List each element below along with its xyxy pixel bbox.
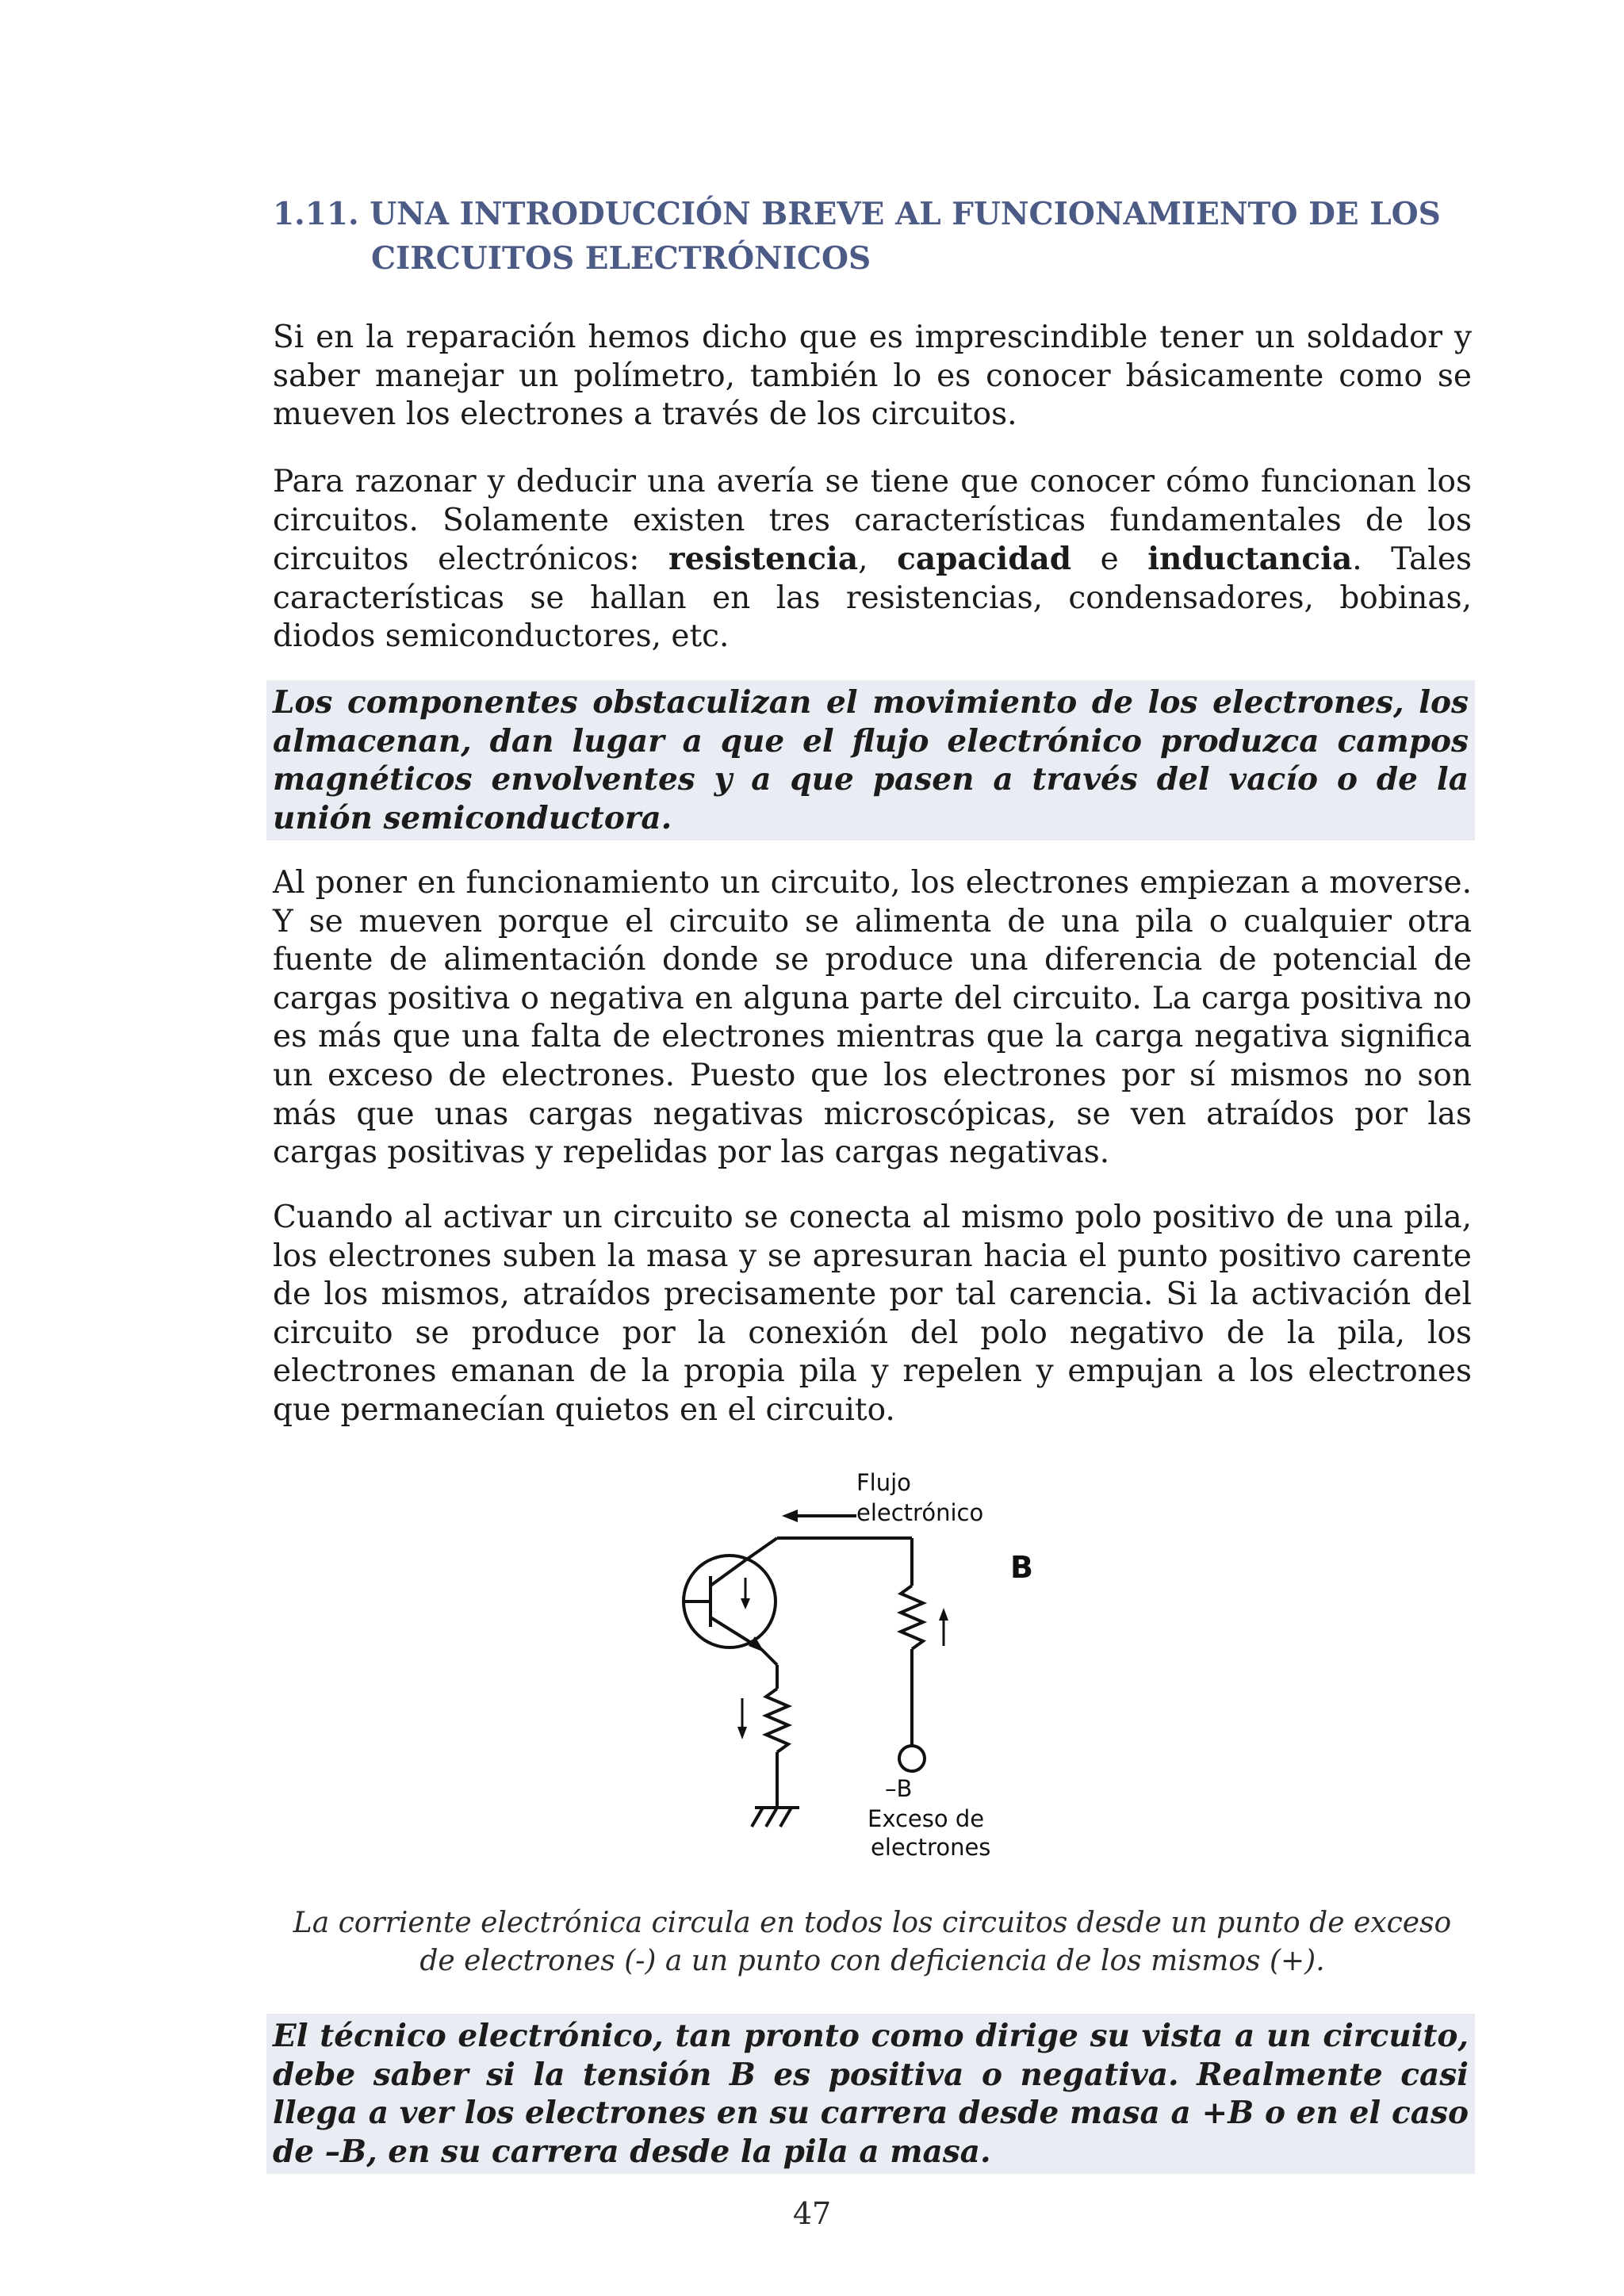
paragraph-2 (273, 463, 1472, 656)
excess-label-1: Exceso de (868, 1805, 985, 1832)
paragraph-4: Cuando al activar un circuito se conecta al mismo polo positivo de una pila, los electrones suben la masa y se apresuran hacia el punto positivo carente de los mismos, atraídos precisamente por tal carencia. Si la activación del circuito se produce por la conexión del polo negativo de la pila, los electrones emanan de la propia pila y repelen y empujan a los electrones que permanecían quietos en el circuito. (273, 1200, 1472, 1428)
page-number: 47 (792, 2196, 832, 2231)
down-arrow-icon (741, 1598, 750, 1609)
terminal-icon (899, 1746, 925, 1771)
paragraph-2-sep1: , (858, 541, 898, 578)
emitter-resistor (766, 1689, 788, 1752)
flow-label-1: Flujo (856, 1469, 911, 1496)
paragraph-3: Al poner en funcionamiento un circuito, los electrones empiezan a moverse. Y se mueven porque el circuito se alimenta de una pila o cualquier otra fuente de alimentación donde se produce una diferencia de potencial de cargas positiva o negativa en alguna parte del circuito. La carga positiva no es más que una falta de electrones mientras que la carga negativa significa un exceso de electrones. Puesto que los electrones por sí mismos no son más que unas cargas negativas microscópicas, se ven atraídos por las cargas positivas y repelidas por las cargas negativas. (273, 865, 1472, 1171)
highlight-box-2: El técnico electrónico, tan pronto como dirige su vista a un circuito, debe saber si la tensión B es positiva o negativa. Realmente casi llega a ver los electrones en su carrera desde masa a +B o en el caso de –B, en su carrera desde la pila a masa. (266, 2014, 1475, 2174)
paragraph-2-outro: . Tales características se hallan en las resistencias, condensadores, bobinas, diodos semiconductores, etc. (273, 541, 1472, 655)
paragraph-1: Si en la reparación hemos dicho que es imprescindible tener un soldador y saber manejar un polímetro, también lo es conocer básicamente como se mueven los electrones a través de los circuitos. (273, 320, 1472, 433)
term-resistencia: resistencia (668, 541, 859, 578)
flow-arrow-icon (782, 1510, 798, 1522)
b-label: B (1010, 1550, 1033, 1585)
term-capacidad: capacidad (897, 541, 1072, 578)
left-down-arrow-icon (737, 1727, 747, 1739)
term-inductancia: inductancia (1147, 541, 1353, 578)
minus-b-label: –B (885, 1775, 913, 1802)
figure-caption: La corriente electrónica circula en todos los circuitos desde un punto de exceso de electrones (-) a un punto con deficiencia de los mismos (+). (293, 1907, 1452, 1977)
paragraph-2-intro: Para razonar y deducir una avería se tiene que conocer cómo funcionan los circuitos. Solamente existen tres características fundamentales de los circuitos electrónicos: (273, 464, 1472, 578)
right-resistor (901, 1586, 923, 1649)
highlight-box-1: Los componentes obstaculizan el movimiento de los electrones, los almacenan, dan lugar a que el flujo electrónico produzca campos magnéticos envolventes y a que pasen a través del vacío o de la unión semiconductora. (266, 680, 1475, 840)
excess-label-2: electrones (871, 1834, 991, 1861)
heading-line-2: CIRCUITOS ELECTRÓNICOS (371, 240, 871, 277)
flow-label-2: electrónico (856, 1499, 984, 1526)
circuit-diagram (666, 1459, 1063, 1871)
section-heading (273, 192, 1478, 281)
ground-icon (752, 1808, 799, 1827)
heading-line-1: 1.11. UNA INTRODUCCIÓN BREVE AL FUNCIONAMIENTO DE LOS (273, 196, 1441, 232)
paragraph-2-sep2: e (1071, 541, 1148, 578)
up-arrow-icon (939, 1608, 948, 1621)
